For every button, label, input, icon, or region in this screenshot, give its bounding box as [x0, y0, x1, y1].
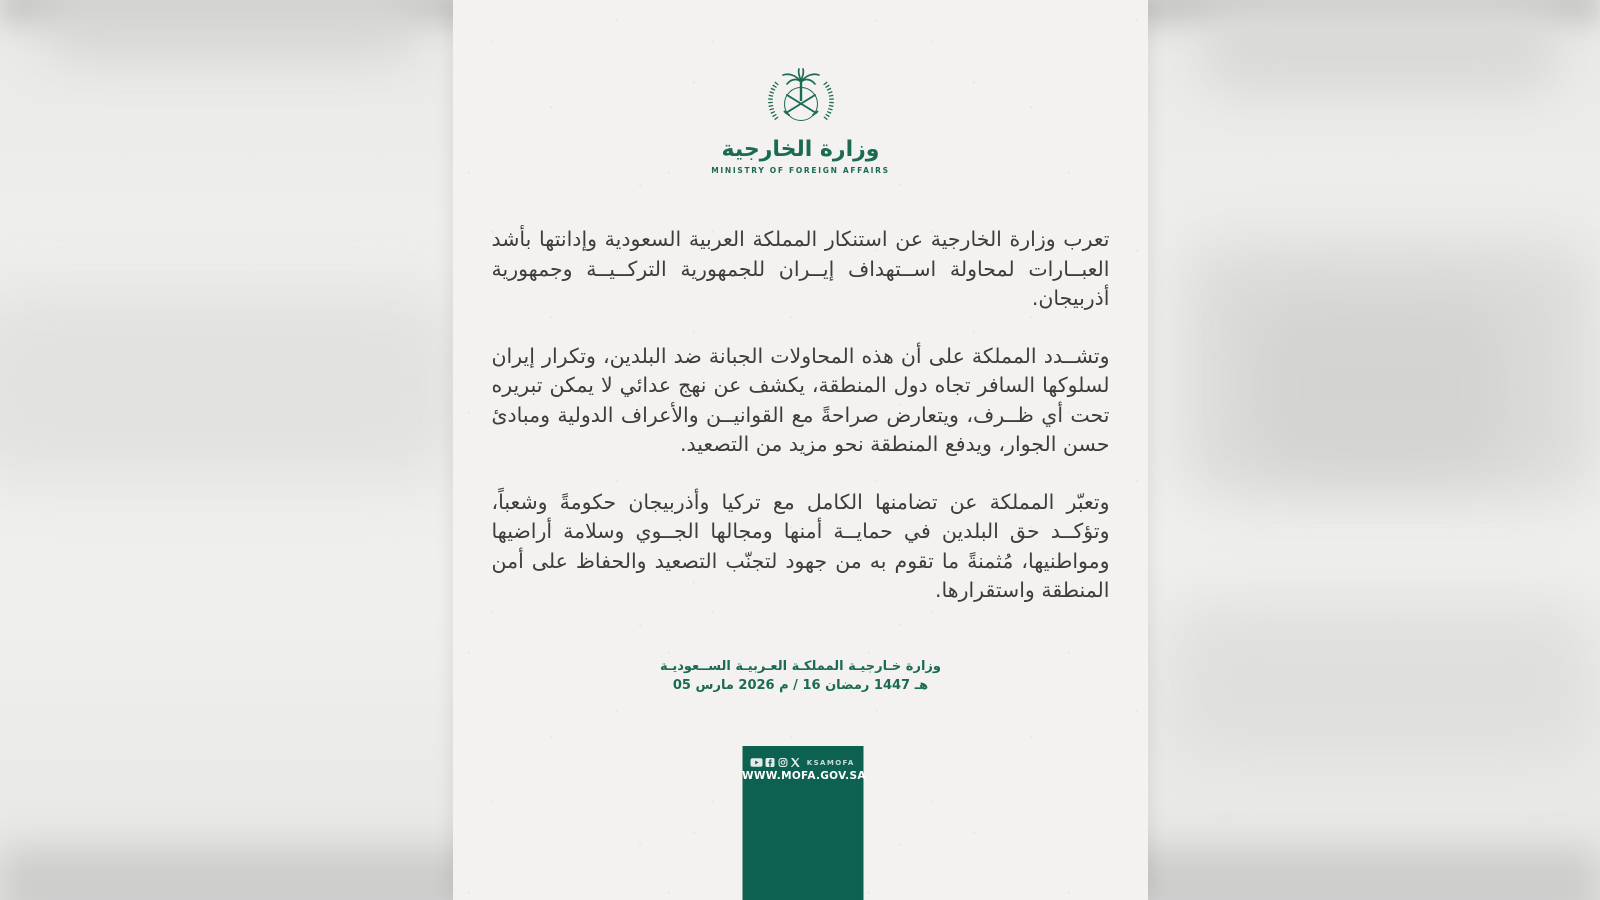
issuer-line: وزارة خـارجيـة المملكـة العـربيـة الســعوديـة	[660, 658, 941, 674]
backdrop-blur-blob	[1255, 300, 1505, 470]
x-icon	[791, 758, 801, 767]
footer-social-box	[742, 746, 866, 900]
date-line: 05 مارس‎ 2026 م‎ / 16 رمضان‎ 1447 هـ	[672, 677, 929, 693]
backdrop-blur-blob	[0, 290, 460, 480]
ministry-name-arabic: وزارة الخارجية	[721, 137, 880, 162]
backdrop-blur-blob	[1165, 600, 1600, 765]
backdrop-blur-blob	[40, 0, 420, 60]
statement-body	[492, 225, 1110, 606]
social-handle: KSAMOFA	[806, 758, 855, 767]
ministry-logo	[453, 0, 1148, 175]
statement-paragraph-2: وتشــدد المملكة على أن هذه المحاولات الجبانة ضد البلدين، وتكرار إيران لسلوكها السافر تجاه دول المنطقة، يكشف عن نهج عدائي لا يمكن تبريره تحت أي ظــرف، ويتعارض صراحةً مع القوانيــن والأعراف الدولية ومبادئ حسن الجوار، ويدفع المنطقة نحو مزيد من التصعيد.	[491, 343, 1110, 456]
statement-paragraph-3: وتعبّر المملكة عن تضامنها الكامل مع تركيا وأذربيجان حكومةً وشعباً، وتؤكــد حق البلدين في حمايــة أمنها ومجالها الجــوي وسلامة أراضيها ومواطنيها، مُثمنةً ما تقوم به من جهود لتجنّب التصعيد والحفاظ على أمن المنطقة واستقرارها.	[491, 489, 1110, 602]
statement-page	[453, 0, 1148, 900]
social-icons-row	[742, 758, 863, 767]
statement-paragraph-1: تعرب وزارة الخارجية عن استنكار المملكة العربية السعودية وإدانتها بأشد العبــارات لمحاولة اســتهداف إيــران للجمهورية التركــيــة وجمهورية أذربيجان.	[491, 227, 1110, 310]
website-url: WWW.MOFA.GOV.SA	[742, 770, 866, 782]
ministry-name-english: MINISTRY OF FOREIGN AFFAIRS	[711, 166, 890, 175]
instagram-icon	[778, 758, 787, 767]
facebook-icon	[766, 758, 775, 767]
youtube-icon	[750, 758, 762, 767]
mofa-emblem-icon	[764, 68, 838, 132]
signature-block	[453, 658, 1148, 695]
backdrop-blur-blob	[1200, 4, 1560, 94]
